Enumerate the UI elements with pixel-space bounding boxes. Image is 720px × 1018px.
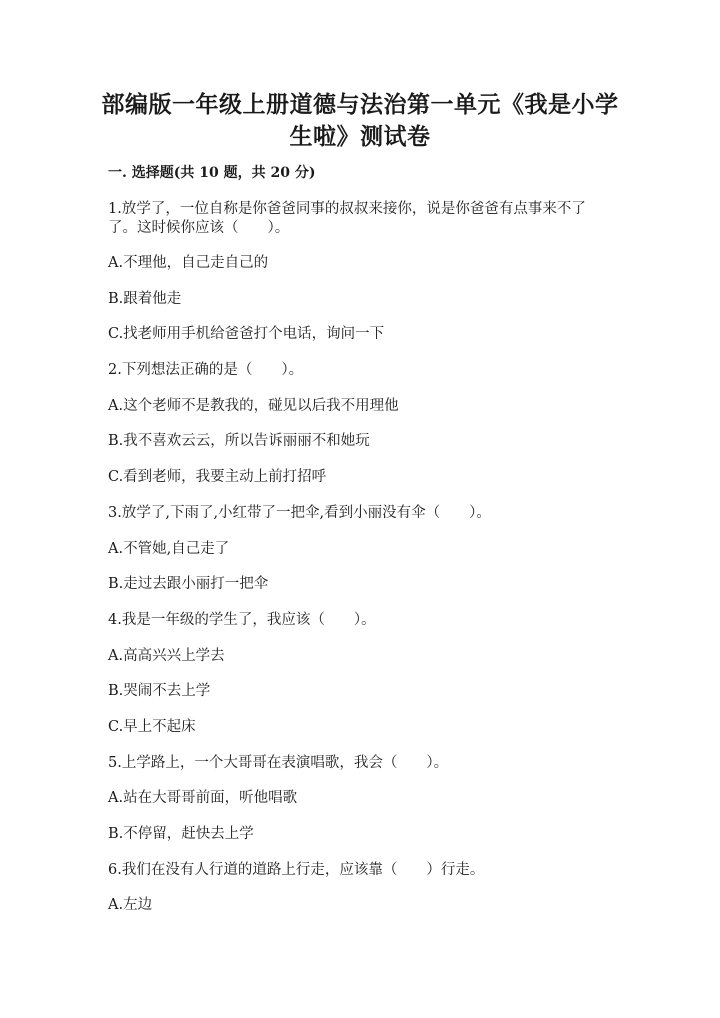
page-title-line-2: 生啦》测试卷 xyxy=(289,123,431,150)
question-3-option-a: A.不管她,自己走了 xyxy=(108,541,230,557)
question-5-option-a: A.站在大哥哥前面，听他唱歌 xyxy=(108,790,298,806)
question-5-option-b: B.不停留，赶快去上学 xyxy=(108,826,254,842)
page-title-line-1: 部编版一年级上册道德与法治第一单元《我是小学 xyxy=(101,91,619,118)
question-1-option-a: A.不理他，自己走自己的 xyxy=(108,255,269,271)
question-6-stem: 6.我们在没有人行道的道路上行走，应该靠（ ）行走。 xyxy=(108,862,485,878)
question-5-stem: 5.上学路上，一个大哥哥在表演唱歌，我会（ ）。 xyxy=(108,755,449,771)
question-2-option-b: B.我不喜欢云云，所以告诉丽丽不和她玩 xyxy=(108,433,370,449)
question-2-option-a: A.这个老师不是教我的，碰见以后我不用理他 xyxy=(108,398,399,414)
question-1-stem-line-1: 1.放学了，一位自称是你爸爸同事的叔叔来接你，说是你爸爸有点事来不了 xyxy=(108,201,586,217)
question-4-option-a: A.高高兴兴上学去 xyxy=(108,648,225,664)
question-2-option-c: C.看到老师，我要主动上前打招呼 xyxy=(108,469,327,485)
question-1-option-c: C.找老师用手机给爸爸打个电话，询问一下 xyxy=(108,326,385,342)
question-2-stem: 2.下列想法正确的是（ ）。 xyxy=(108,362,304,378)
question-6-option-a: A.左边 xyxy=(108,897,153,913)
question-4-option-b: B.哭闹不去上学 xyxy=(108,683,211,699)
question-1-option-b: B.跟着他走 xyxy=(108,291,182,307)
question-3-stem: 3.放学了,下雨了,小红带了一把伞,看到小丽没有伞（ ）。 xyxy=(108,505,491,521)
section-heading: 一. 选择题(共 10 题，共 20 分) xyxy=(108,165,316,181)
question-1-stem-line-2: 了。这时候你应该（ ）。 xyxy=(108,220,290,236)
question-3-option-b: B.走过去跟小丽打一把伞 xyxy=(108,576,269,592)
question-4-option-c: C.早上不起床 xyxy=(108,719,196,735)
question-4-stem: 4.我是一年级的学生了，我应该（ ）。 xyxy=(108,612,376,628)
